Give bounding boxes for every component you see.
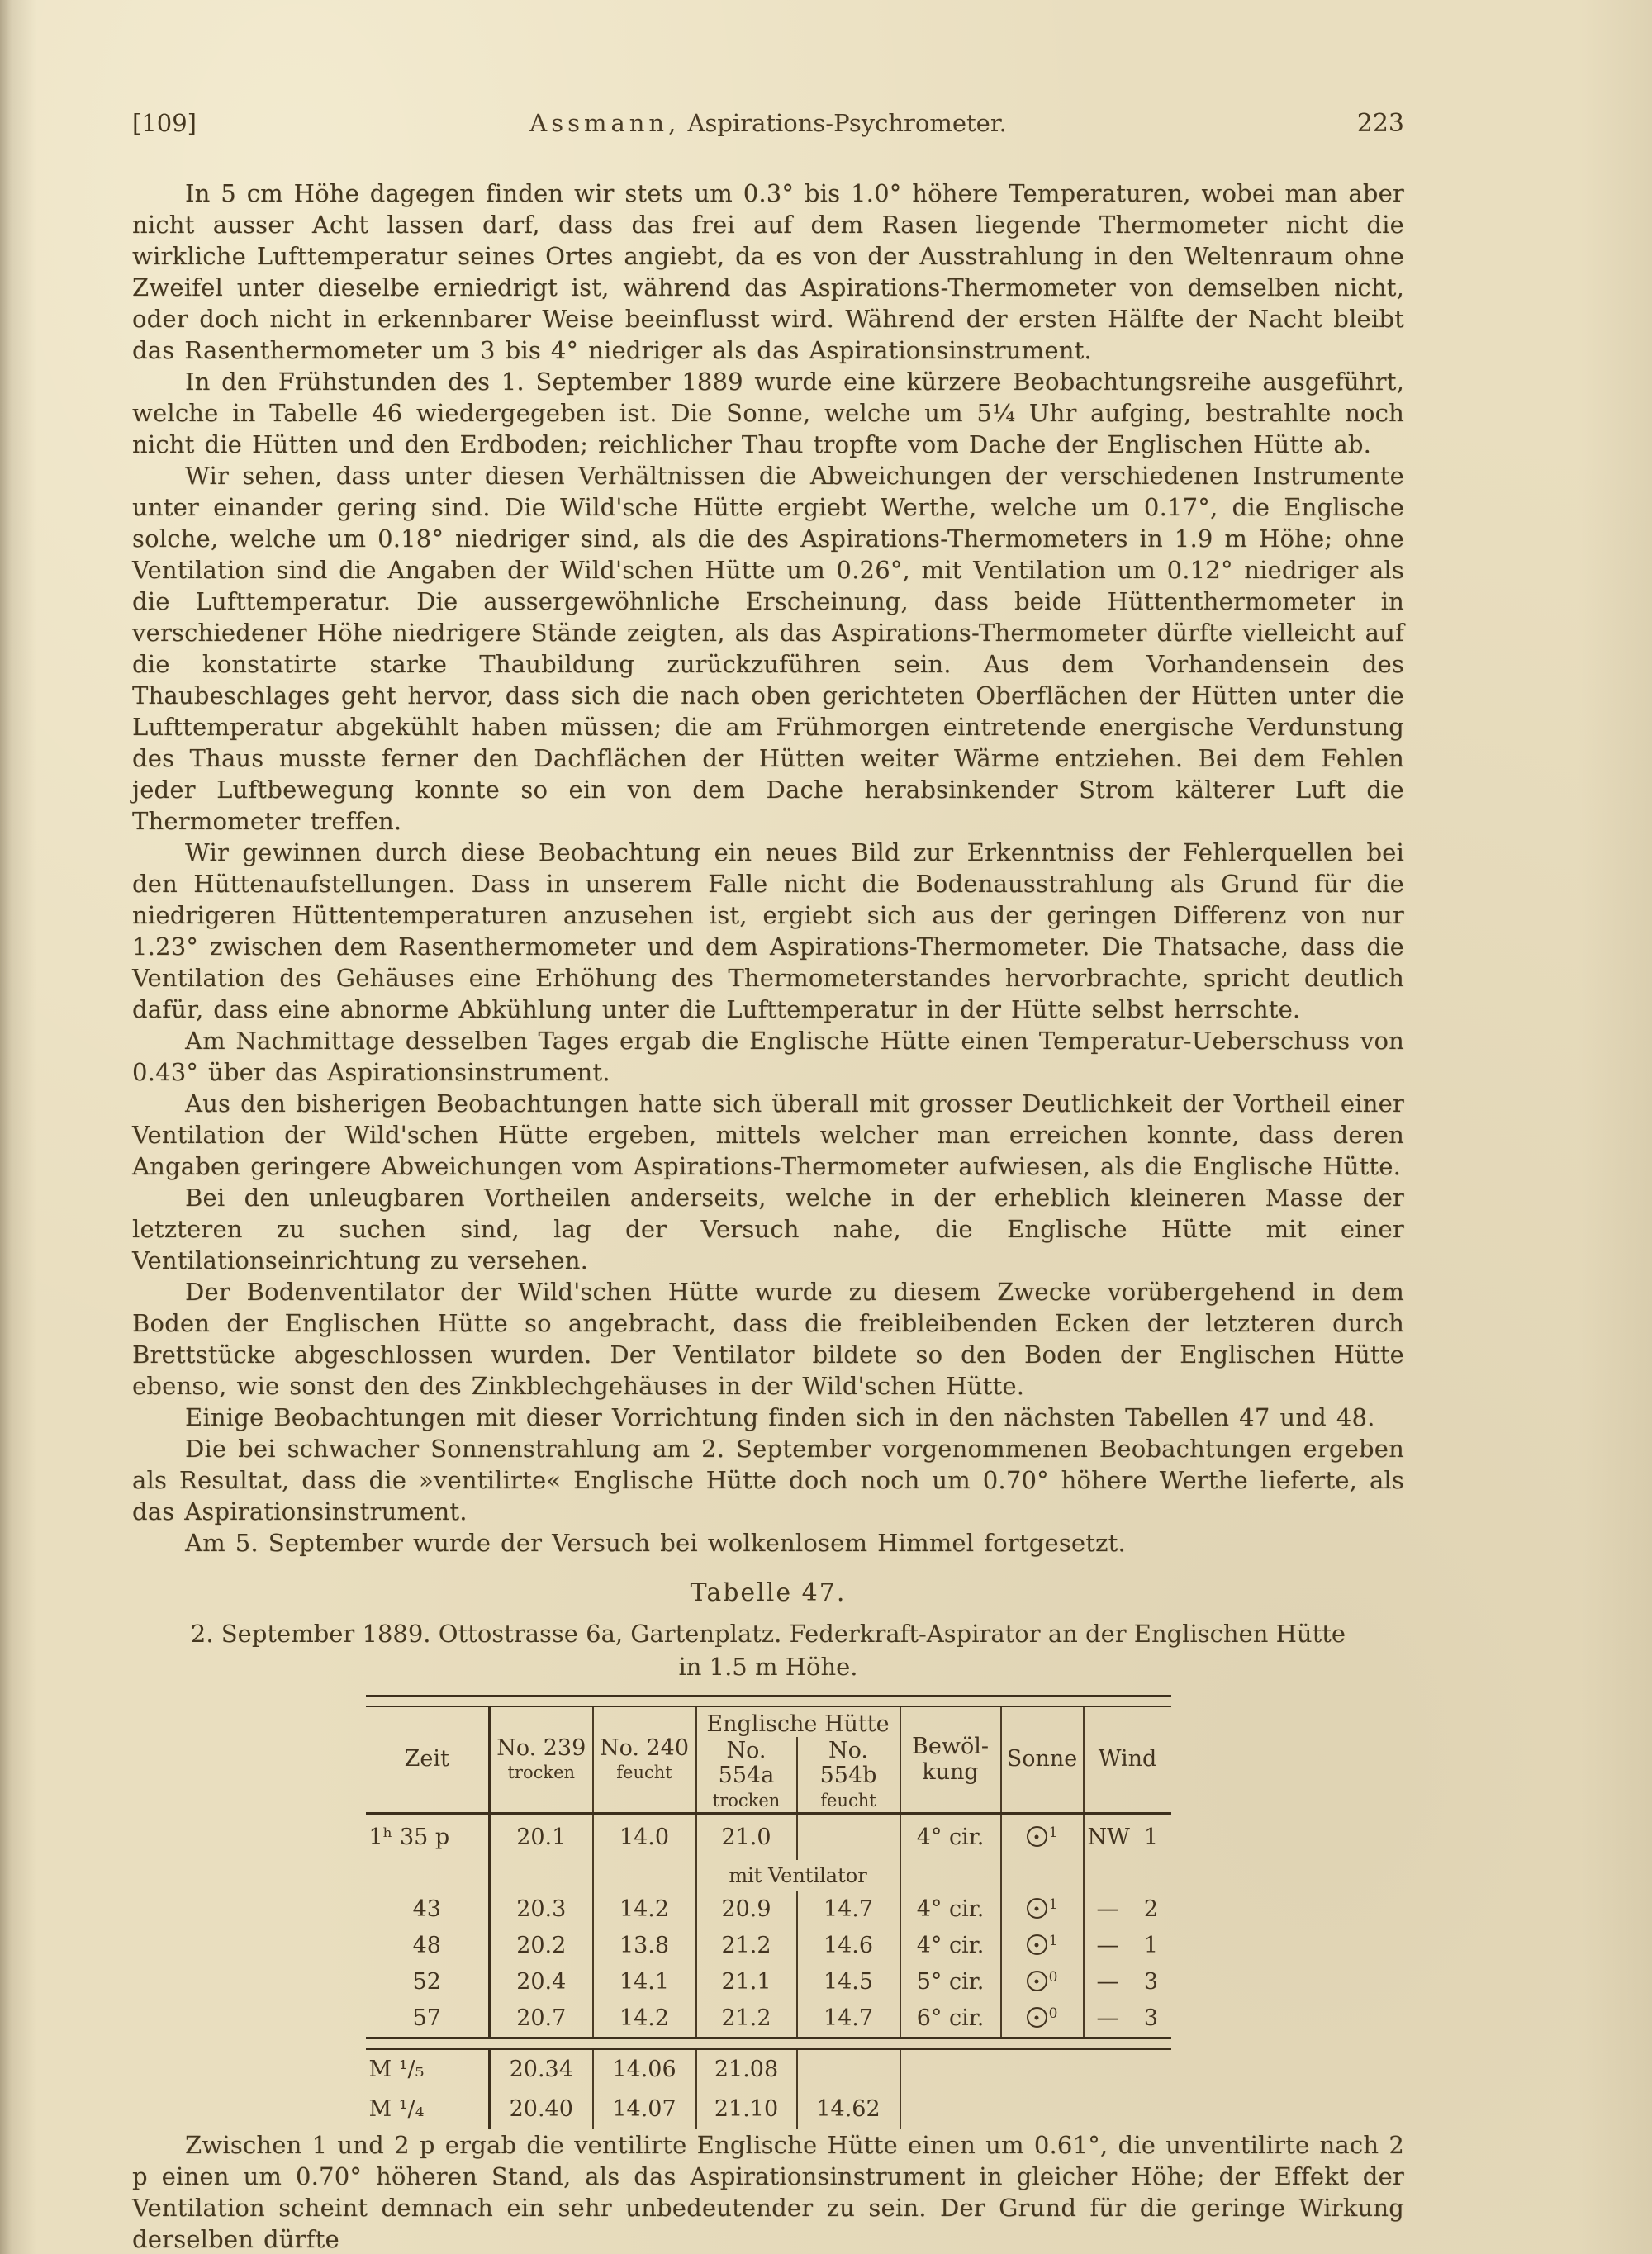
cell-wind-direction bbox=[1084, 1860, 1132, 1891]
cell-no554b bbox=[797, 2049, 900, 2090]
paragraph: Bei den unleugbaren Vortheilen anderseits, welche in der erheblich kleineren Masse der letzteren zu suchen sind, lag der Versuch nahe, die Englische Hütte mit einer Ventilationseinrichtung zu versehen. bbox=[132, 1184, 1404, 1274]
running-head-title bbox=[529, 109, 1006, 137]
col-header-no239-label: No. 239 bbox=[496, 1735, 586, 1762]
cell-no554a: 21.2 bbox=[696, 2000, 797, 2038]
cell-bewoelkung: 4° cir. bbox=[900, 1928, 1001, 1964]
col-header-zeit: Zeit bbox=[366, 1707, 490, 1814]
cell-sonne bbox=[1001, 2000, 1084, 2038]
col-header-no240 bbox=[593, 1707, 696, 1814]
table-caption-line2: in 1.5 m Höhe. bbox=[678, 1653, 858, 1681]
cell-wind-force: 3 bbox=[1143, 1969, 1159, 1995]
col-header-bewoelkung bbox=[900, 1707, 1001, 1814]
cell-no239: 20.2 bbox=[490, 1928, 593, 1964]
cell-no554a: 21.0 bbox=[696, 1814, 797, 1860]
cell-wind-direction: NW bbox=[1087, 1825, 1130, 1851]
cell-empty bbox=[900, 2049, 1171, 2090]
cell-no554a: 20.9 bbox=[696, 1891, 797, 1928]
sun-exponent: 0 bbox=[1048, 2005, 1058, 2023]
table-row bbox=[366, 1964, 1171, 2000]
cell-no239: 20.1 bbox=[490, 1814, 593, 1860]
cell-sonne bbox=[1001, 1928, 1084, 1964]
cell-sonne bbox=[1001, 1814, 1084, 1860]
cell-no554b: 14.7 bbox=[797, 1891, 900, 1928]
sun-icon bbox=[1027, 1826, 1047, 1847]
cell-no239: 20.34 bbox=[490, 2049, 593, 2090]
paragraph: Der Bodenventilator der Wild'schen Hütte wurde zu diesem Zwecke vorübergehend in dem Boden der Englischen Hütte so angebracht, dass die freibleibenden Ecken der letzteren durch Brettstücke abgeschlossen wurden. Der Ventilator bildete so den Boden der Englischen Hütte ebenso, wie sonst den des Zinkblechgehäuses in der Wild'schen Hütte. bbox=[132, 1278, 1404, 1400]
cell-wind-direction: — bbox=[1096, 2005, 1119, 2032]
table-row bbox=[366, 1928, 1171, 1964]
cell-no554b: 14.6 bbox=[797, 1928, 900, 1964]
paragraph: In den Frühstunden des 1. September 1889 wurde eine kürzere Beobachtungsreihe ausgeführt, welche in Tabelle 46 wiedergegeben ist. Die Sonne, welche um 5¼ Uhr aufging, bestrahlte noch nicht die Hütten und den Erdboden; reichlicher Thau tropfte vom Dache der Englischen Hütte ab. bbox=[132, 368, 1404, 458]
cell-wind-force: 2 bbox=[1143, 1896, 1159, 1923]
col-header-no554a-label: No. 554a bbox=[718, 1738, 775, 1789]
table47-wrap bbox=[366, 1695, 1171, 2129]
cell-wind-direction: — bbox=[1096, 1933, 1119, 1959]
paragraph: Die bei schwacher Sonnenstrahlung am 2. September vorgenommenen Beobachtungen ergeben als Resultat, dass die »ventilirte« Englische Hütte doch noch um 0.70° höhere Werthe lieferte, als das Aspirationsinstrument. bbox=[132, 1435, 1404, 1526]
paragraph: Einige Beobachtungen mit dieser Vorrichtung finden sich in den nächsten Tabellen 47 und 48. bbox=[185, 1403, 1375, 1431]
cell-no240: 14.2 bbox=[593, 1891, 696, 1928]
cell-wind-direction: — bbox=[1096, 1969, 1119, 1995]
cell-no239: 20.40 bbox=[490, 2090, 593, 2129]
sun-icon bbox=[1027, 2007, 1047, 2028]
cell-zeit: M ¹/₅ bbox=[366, 2049, 490, 2090]
cell-no554a: 21.08 bbox=[696, 2049, 797, 2090]
paragraph: In 5 cm Höhe dagegen finden wir stets um 0.3° bis 1.0° höhere Temperaturen, wobei man aber nicht ausser Acht lassen darf, dass das frei auf dem Rasen liegende Thermometer nicht die wirkliche Lufttemperatur seines Ortes angiebt, da es von der Ausstrahlung in den Weltenraum ohne Zweifel unter dieselbe erniedrigt ist, während das Aspirations-Thermometer von demselben nicht, oder doch nicht in erkennbarer Weise beeinflusst wird. Während der ersten Hälfte der Nacht bleibt das Rasenthermometer um 3 bis 4° niedriger als das Aspirationsinstrument. bbox=[132, 179, 1404, 364]
paragraph: Wir gewinnen durch diese Beobachtung ein neues Bild zur Erkenntniss der Fehlerquellen bei den Hüttenaufstellungen. Dass in unserem Falle nicht die Bodenausstrahlung als Grund für die niedrigeren Hüttentemperaturen anzusehen ist, ergiebt sich aus der geringen Differenz von nur 1.23° zwischen dem Rasenthermometer und dem Aspirations-Thermometer. Die Thatsache, dass die Ventilation des Gehäuses eine Erhöhung des Thermometerstandes hervorbrachte, spricht deutlich dafür, dass eine abnorme Abkühlung unter die Lufttemperatur in der Hütte selbst herrschte. bbox=[132, 838, 1404, 1023]
paragraph: Am 5. September wurde der Versuch bei wolkenlosem Himmel fortgesetzt. bbox=[185, 1529, 1126, 1557]
mean-row bbox=[366, 2049, 1171, 2090]
cell-sonne bbox=[1001, 1891, 1084, 1928]
cell-no239: 20.7 bbox=[490, 2000, 593, 2038]
col-header-no239 bbox=[490, 1707, 593, 1814]
cell-sonne bbox=[1001, 1964, 1084, 2000]
col-header-sonne: Sonne bbox=[1001, 1707, 1084, 1814]
cell-bewoelkung bbox=[900, 1860, 1001, 1891]
mid-rule-cell bbox=[366, 2038, 1171, 2049]
col-group-englische-huette: Englische Hütte bbox=[696, 1707, 900, 1737]
running-head-work: Aspirations-Psychrometer. bbox=[687, 109, 1007, 137]
cell-bewoelkung: 4° cir. bbox=[900, 1891, 1001, 1928]
cell-zeit: 48 bbox=[366, 1928, 490, 1964]
cell-zeit: 57 bbox=[366, 2000, 490, 2038]
cell-no554a: 21.10 bbox=[696, 2090, 797, 2129]
col-header-bewoelkung-line1: Bewöl- bbox=[912, 1734, 989, 1760]
cell-no554b bbox=[797, 1814, 900, 1860]
cell-no554b: 14.5 bbox=[797, 1964, 900, 2000]
cell-wind-force: 1 bbox=[1143, 1933, 1159, 1959]
table-caption-line1: 2. September 1889. Ottostrasse 6a, Gartenplatz. Federkraft-Aspirator an der Englischen Hütte bbox=[190, 1620, 1346, 1648]
sun-icon bbox=[1027, 1898, 1047, 1919]
col-header-no554b-sub: feucht bbox=[820, 1790, 876, 1810]
sun-icon bbox=[1027, 1934, 1047, 1955]
cell-no554a: 21.2 bbox=[696, 1928, 797, 1964]
cell-no554b: 14.7 bbox=[797, 2000, 900, 2038]
closing-paragraph: Zwischen 1 und 2 p ergab die ventilirte Englische Hütte einen um 0.61°, die unventilirte nach 2 p einen um 0.70° höheren Stand, als das Aspirationsinstrument in gleicher Höhe; der Effekt der Ventilation scheint demnach ein sehr unbedeutender zu sein. Der Grund für die geringe Wirkung derselben dürfte bbox=[132, 2131, 1404, 2254]
sun-exponent: 1 bbox=[1048, 1896, 1058, 1914]
running-head bbox=[132, 109, 1404, 138]
paragraph: Am Nachmittage desselben Tages ergab die Englische Hütte einen Temperatur-Ueberschuss von 0.43° über das Aspirationsinstrument. bbox=[132, 1027, 1404, 1086]
col-header-no554b bbox=[797, 1737, 900, 1814]
cell-no554b: 14.62 bbox=[797, 2090, 900, 2129]
cell-sonne bbox=[1001, 1860, 1084, 1891]
col-header-no554a-sub: trocken bbox=[712, 1790, 781, 1810]
observation-table bbox=[366, 1707, 1171, 2129]
cell-wind-direction: — bbox=[1096, 1896, 1119, 1923]
col-header-bewoelkung-line2: kung bbox=[922, 1758, 979, 1785]
paragraph: Aus den bisherigen Beobachtungen hatte sich überall mit grosser Deutlichkeit der Vortheil einer Ventilation der Wild'schen Hütte ergeben, mittels welcher man erreichen konnte, dass deren Angaben geringere Abweichungen vom Aspirations-Thermometer aufwiesen, als die Englische Hütte. bbox=[132, 1089, 1404, 1180]
cell-zeit: 43 bbox=[366, 1891, 490, 1928]
cell-bewoelkung: 5° cir. bbox=[900, 1964, 1001, 2000]
table-heading: Tabelle 47. bbox=[690, 1578, 847, 1607]
header-row-1 bbox=[366, 1707, 1171, 1737]
mean-row bbox=[366, 2090, 1171, 2129]
cell-empty bbox=[900, 2090, 1171, 2129]
page-number: 223 bbox=[1356, 109, 1404, 138]
cell-wind-force bbox=[1132, 1860, 1171, 1891]
table-row bbox=[366, 2000, 1171, 2038]
cell-no239: 20.3 bbox=[490, 1891, 593, 1928]
sun-exponent: 1 bbox=[1048, 1825, 1058, 1842]
cell-wind-force: 1 bbox=[1143, 1825, 1159, 1851]
cell-zeit: M ¹/₄ bbox=[366, 2090, 490, 2129]
col-header-no240-sub: feucht bbox=[616, 1763, 672, 1783]
paragraph: Wir sehen, dass unter diesen Verhältnissen die Abweichungen der verschiedenen Instrumente unter einander gering sind. Die Wild'sche Hütte ergiebt Werthe, welche um 0.17°, die Englische solche, welche um 0.18° niedriger sind, als die des Aspirations-Thermometers in 1.9 m Höhe; ohne Ventilation sind die Angaben der Wild'schen Hütte um 0.26°, mit Ventilation um 0.12° niedriger als die Lufttemperatur. Die aussergewöhnliche Erscheinung, dass beide Hüttenthermometer in verschiedener Höhe niedrigere Stände zeigten, als das Aspirations-Thermometer dürfte vielleicht auf die konstatirte starke Thaubildung zurückzuführen sein. Aus dem Vorhandensein des Thaubeschlages geht hervor, dass sich die nach oben gerichteten Oberflächen der Hütten unter die Lufttemperatur abgekühlt haben müssen; die am Frühmorgen eintretende energische Verdunstung des Thaus musste ferner den Dachflächen der Hütten weiter Wärme entziehen. Bei dem Fehlen jeder Luftbewegung konnte so ein von dem Dache herabsinkender Strom kälterer Luft die Thermometer treffen. bbox=[132, 462, 1404, 835]
cell-no240: 14.1 bbox=[593, 1964, 696, 2000]
table-row bbox=[366, 1891, 1171, 1928]
mit-ventilator-label: mit Ventilator bbox=[696, 1860, 900, 1891]
table-mid-rule bbox=[366, 2038, 1171, 2049]
table-row bbox=[366, 1814, 1171, 1860]
col-header-no239-sub: trocken bbox=[507, 1763, 576, 1783]
cell-no239: 20.4 bbox=[490, 1964, 593, 2000]
column-mark: [109] bbox=[132, 109, 197, 137]
col-header-wind: Wind bbox=[1084, 1707, 1171, 1814]
cell-zeit: 52 bbox=[366, 1964, 490, 2000]
running-head-author: Assmann, bbox=[529, 109, 681, 137]
mit-ventilator-row bbox=[366, 1860, 1171, 1891]
col-header-no240-label: No. 240 bbox=[599, 1735, 690, 1762]
sun-exponent: 0 bbox=[1048, 1969, 1058, 1986]
cell-no240: 14.2 bbox=[593, 2000, 696, 2038]
cell-no239 bbox=[490, 1860, 593, 1891]
cell-wind-force: 3 bbox=[1143, 2005, 1159, 2032]
cell-no240: 14.0 bbox=[593, 1814, 696, 1860]
table-top-rule bbox=[366, 1695, 1171, 1707]
cell-zeit bbox=[366, 1860, 490, 1891]
cell-zeit: 1ʰ 35 p bbox=[366, 1814, 490, 1860]
cell-no240: 14.06 bbox=[593, 2049, 696, 2090]
cell-no240: 13.8 bbox=[593, 1928, 696, 1964]
col-header-no554a bbox=[696, 1737, 797, 1814]
col-header-no554b-label: No. 554b bbox=[819, 1738, 877, 1789]
cell-no240 bbox=[593, 1860, 696, 1891]
cell-bewoelkung: 4° cir. bbox=[900, 1814, 1001, 1860]
cell-bewoelkung: 6° cir. bbox=[900, 2000, 1001, 2038]
cell-no240: 14.07 bbox=[593, 2090, 696, 2129]
sun-exponent: 1 bbox=[1048, 1933, 1058, 1950]
cell-no554a: 21.1 bbox=[696, 1964, 797, 2000]
sun-icon bbox=[1027, 1971, 1047, 1991]
